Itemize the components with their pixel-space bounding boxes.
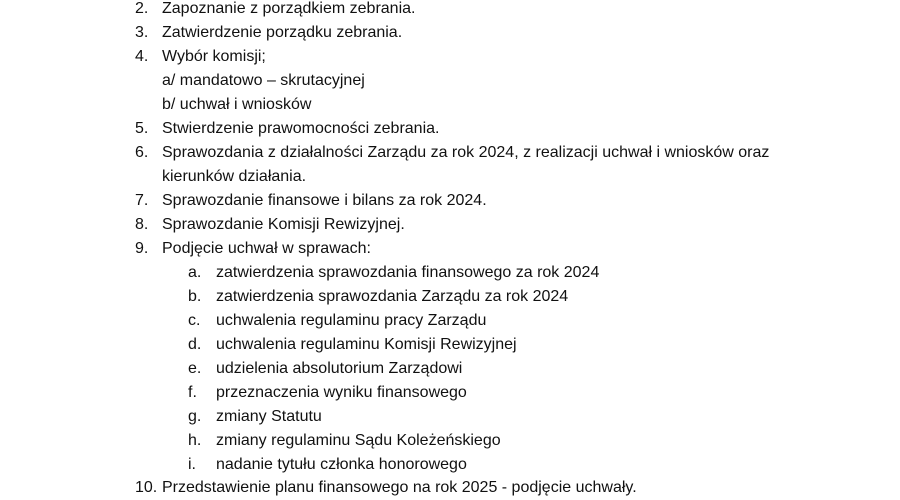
subitem-letter: h.: [188, 432, 202, 449]
item-text: a/ mandatowo – skrutacyjnej: [162, 72, 365, 89]
subitem-letter: b.: [188, 288, 202, 305]
subitem-text: uchwalenia regulaminu Komisji Rewizyjnej: [216, 336, 517, 353]
subitem-letter: a.: [188, 264, 202, 281]
item-number: 4.: [135, 48, 149, 65]
subitem-text: nadanie tytułu członka honorowego: [216, 456, 467, 473]
subitem-letter: f.: [188, 384, 197, 401]
item-number: 2.: [135, 0, 149, 17]
item-text: Zapoznanie z porządkiem zebrania.: [162, 0, 416, 17]
item-text: Sprawozdania z działalności Zarządu za rok 2024, z realizacji uchwał i wniosków oraz: [162, 144, 770, 161]
item-text: Podjęcie uchwał w sprawach:: [162, 240, 371, 257]
subitem-text: udzielenia absolutorium Zarządowi: [216, 360, 463, 377]
item-text: b/ uchwał i wniosków: [162, 96, 312, 113]
item-number: 3.: [135, 24, 149, 41]
subitem-text: zatwierdzenia sprawozdania finansowego za rok 2024: [216, 264, 600, 281]
subitem-text: przeznaczenia wyniku finansowego: [216, 384, 467, 401]
item-text: Przedstawienie planu finansowego na rok 2025 - podjęcie uchwały.: [162, 479, 637, 496]
subitem-letter: e.: [188, 360, 202, 377]
item-number: 7.: [135, 192, 149, 209]
subitem-letter: g.: [188, 408, 202, 425]
item-text: Stwierdzenie prawomocności zebrania.: [162, 120, 440, 137]
subitem-letter: c.: [188, 312, 201, 329]
item-number: 9.: [135, 240, 149, 257]
item-number: 8.: [135, 216, 149, 233]
item-number: 10.: [135, 479, 158, 496]
item-text: Wybór komisji;: [162, 48, 266, 65]
subitem-text: uchwalenia regulaminu pracy Zarządu: [216, 312, 487, 329]
subitem-text: zatwierdzenia sprawozdania Zarządu za rok 2024: [216, 288, 569, 305]
item-text: kierunków działania.: [162, 168, 307, 185]
subitem-text: zmiany Statutu: [216, 408, 322, 425]
subitem-text: zmiany regulaminu Sądu Koleżeńskiego: [216, 432, 501, 449]
item-text: Zatwierdzenie porządku zebrania.: [162, 24, 403, 41]
subitem-letter: d.: [188, 336, 202, 353]
item-text: Sprawozdanie finansowe i bilans za rok 2024.: [162, 192, 487, 209]
item-text: Sprawozdanie Komisji Rewizyjnej.: [162, 216, 405, 233]
item-number: 5.: [135, 120, 149, 137]
item-number: 6.: [135, 144, 149, 161]
subitem-letter: i.: [188, 456, 196, 473]
